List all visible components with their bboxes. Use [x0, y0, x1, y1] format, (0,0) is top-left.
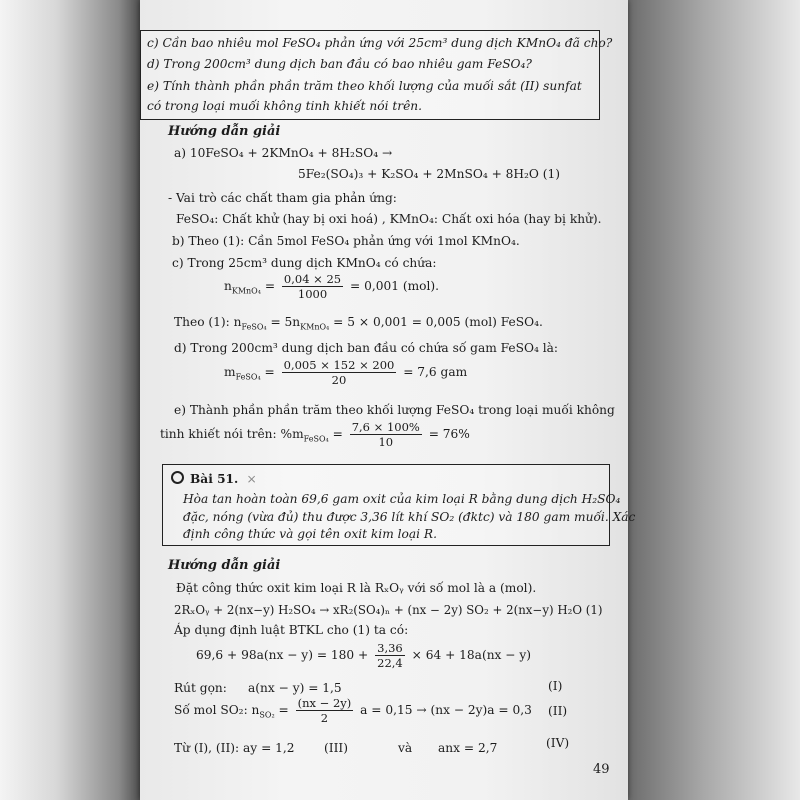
exercise-box-51 [162, 464, 636, 546]
fraction [375, 641, 405, 670]
right-margin-shadow [625, 0, 800, 800]
text-line: Rút gọn: [174, 681, 227, 695]
book-page [140, 0, 636, 800]
numerator: 0,005 × 152 × 200 [283, 358, 395, 372]
equation-line: 5Fe₂(SO₄)₃ + K₂SO₄ + 2MnSO₄ + 8H₂O (1) [298, 167, 561, 181]
denominator: 22,4 [377, 656, 403, 670]
numerator: (nx − 2y) [297, 696, 352, 710]
text-line: b) Theo (1): Cần 5mol FeSO₄ phản ứng với 1mol KMnO₄. [172, 234, 520, 248]
text-line: Từ (I), (II): ay = 1,2 [174, 741, 295, 755]
equation-tag: (I) [548, 679, 563, 693]
text-line: e) Thành phần phần trăm theo khối lượng FeSO₄ trong loại muối không [174, 403, 615, 417]
equation-tag: (II) [548, 704, 568, 718]
text-line: Áp dụng định luật BTKL cho (1) ta có: [174, 623, 409, 637]
formula-line: $n_{KMnO_4}$ = $\frac{0,04 \times 25}{1000}$ = 0,001 (mol). [224, 272, 440, 301]
formula-result: = 0,001 (mol). [349, 279, 440, 293]
denominator: 2 [320, 711, 329, 725]
equation-line: 2RₓOᵧ + 2(nx−y) H₂SO₄ → xR₂(SO₄)ₙ + (nx − 2y) SO₂ + 2(nx−y) H₂O (1) [174, 603, 603, 617]
denominator: 10 [378, 435, 394, 449]
text-line: - Vai trò các chất tham gia phản ứng: [168, 191, 397, 205]
fraction [282, 358, 397, 387]
exercise-line: Hòa tan hoàn toàn 69,6 gam oxit của kim loại R bằng dung dịch H₂SO₄ [183, 492, 621, 506]
equation-tag: (III) [324, 741, 348, 755]
solution-heading: Hướng dẫn giải [168, 558, 281, 573]
bullet-circle-icon [171, 471, 184, 484]
exercise-title: Bài 51. × [171, 471, 257, 487]
problem-line: c) Cần bao nhiêu mol FeSO₄ phản ứng với 25cm³ dung dịch KMnO₄ đã cho? [147, 36, 613, 50]
formula-line: 69,6 + 98a(nx − y) = 180 + $\frac{3,36}{22,4}$ × 64 + 18a(nx − y) [196, 641, 532, 670]
formula-line: Theo (1): $n_{FeSO_4} = 5n_{KMnO_4} = 5 \times 0,001 = 0,005$ (mol) FeSO₄. [174, 315, 543, 332]
formula-symbol: n [224, 279, 232, 293]
numerator: 7,6 × 100% [351, 420, 420, 434]
text-line: Đặt công thức oxit kim loại R là RₓOᵧ với số mol là a (mol). [176, 581, 537, 595]
fraction [296, 696, 354, 725]
problem-line: có trong loại muối không tinh khiết nói trên. [147, 99, 423, 113]
formula-subscript: KMnO₄ [231, 286, 261, 296]
solution-heading: Hướng dẫn giải [168, 124, 281, 139]
formula-line: $m_{FeSO_4}$ = $\frac{0,005 \times 152 \times 200}{20}$ = 7,6 gam [224, 358, 468, 387]
equation-line: a) 10FeSO₄ + 2KMnO₄ + 8H₂SO₄ → [174, 146, 393, 160]
text-line: c) Trong 25cm³ dung dịch KMnO₄ có chứa: [172, 256, 437, 270]
left-margin-shadow [0, 0, 140, 800]
formula-line: a(nx − y) = 1,5 [248, 681, 342, 695]
exercise-line: định công thức và gọi tên oxit kim loại R. [183, 527, 437, 541]
exercise-line: đặc, nóng (vừa đủ) thu được 3,36 lít khí SO₂ (đktc) và 180 gam muối. Xác [183, 510, 636, 524]
equation-tag: (IV) [546, 736, 570, 750]
denominator: 20 [331, 373, 347, 387]
text-line: FeSO₄: Chất khử (hay bị oxi hoá) , KMnO₄: Chất oxi hóa (hay bị khử). [176, 212, 602, 226]
numerator: 0,04 × 25 [283, 272, 342, 286]
text-line: và [398, 741, 413, 755]
formula-line: anx = 2,7 [438, 741, 498, 755]
formula-line: tinh khiết nói trên: $\%m_{FeSO_4}$ = $\frac{7,6 \times 100\%}{10}$ = 76% [160, 420, 470, 449]
problem-line: e) Tính thành phần phần trăm theo khối lượng của muối sắt (II) sunfat [147, 79, 582, 93]
page-number: 49 [593, 762, 610, 777]
problem-box-top [140, 30, 613, 120]
formula-line: Số mol SO₂: $n_{SO_2}$ = $\frac{(nx - 2y)}{2}$ a = 0,15 → (nx − 2y)a = 0,3 [174, 696, 532, 725]
fraction [350, 420, 422, 449]
problem-line: d) Trong 200cm³ dung dịch ban đầu có bao nhiêu gam FeSO₄? [147, 57, 532, 71]
numerator: 3,36 [377, 641, 403, 655]
text-line: d) Trong 200cm³ dung dịch ban đầu có chứa số gam FeSO₄ là: [174, 341, 559, 355]
fraction [282, 272, 343, 301]
denominator: 1000 [297, 287, 328, 301]
